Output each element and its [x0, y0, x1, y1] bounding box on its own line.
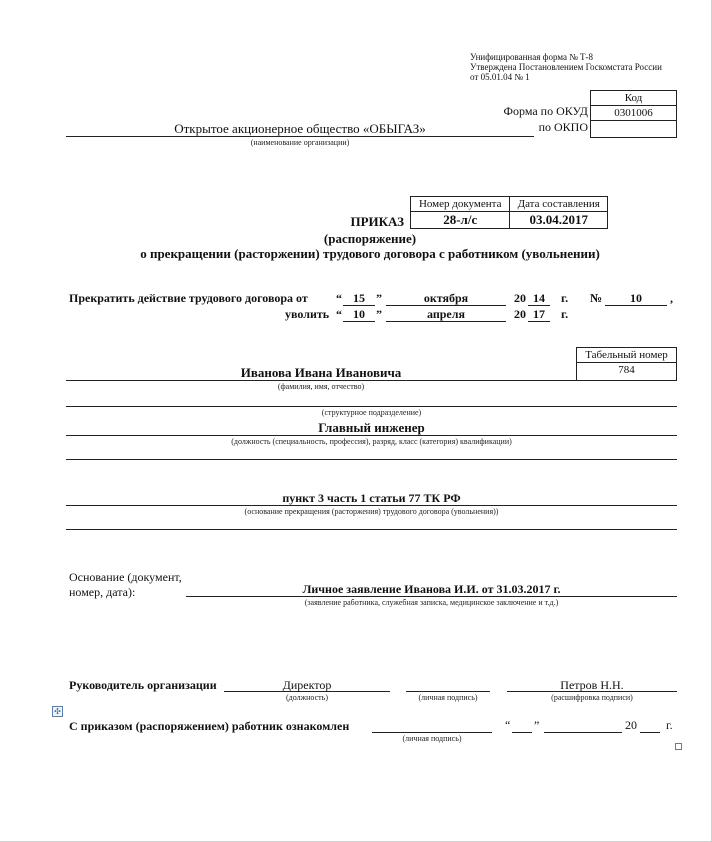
codes-header: Код — [591, 91, 677, 106]
order-title: ПРИКАЗ — [350, 214, 404, 229]
doc-number: 28-л/с — [411, 212, 510, 229]
form-header — [470, 52, 690, 82]
head-position-value: Директор — [282, 678, 332, 692]
tab-number-table — [576, 347, 677, 381]
okpo-label: по ОКПО — [538, 120, 588, 134]
head-name-caption: (расшифровка подписи) — [551, 693, 633, 702]
head-label: Руководитель организации — [69, 678, 217, 692]
termination-number: 10 — [630, 291, 642, 305]
ack-year-prefix: 20 — [625, 718, 637, 732]
table-resize-handle[interactable] — [675, 743, 682, 750]
tab-number-header: Табельный номер — [577, 348, 677, 363]
position-caption: (должность (специальность, профессия), разряд, класс (категория) квалификации) — [231, 437, 512, 446]
instruction-title: (распоряжение) — [323, 231, 417, 246]
dismissal-day-line — [343, 321, 375, 322]
ack-sign-line — [372, 732, 492, 733]
dismissal-year-suffix: г. — [561, 307, 569, 321]
basis-caption: (заявление работника, служебная записка, медицинское заключение и т.д.) — [304, 598, 559, 607]
form-header-line-1: Унифицированная форма № Т-8 — [470, 52, 594, 62]
grounds-extra-line — [66, 529, 677, 530]
termination-month-line — [386, 305, 506, 306]
tab-number-value: 784 — [577, 363, 677, 381]
doc-date-header: Дата составления — [510, 197, 608, 212]
employee-name-caption: (фамилия, имя, отчество) — [277, 382, 365, 391]
head-sign-caption: (личная подпись) — [418, 693, 478, 702]
termination-day-line — [343, 305, 375, 306]
ack-quote-open: “ — [505, 718, 511, 732]
dismissal-year-line — [528, 321, 550, 322]
termination-label: Прекратить действие трудового договора от — [69, 291, 308, 305]
dismissal-year: 17 — [533, 307, 545, 321]
termination-number-sign: № — [590, 291, 603, 305]
termination-year: 14 — [533, 291, 545, 305]
form-header-line-2: Утверждена Постановлением Госкомстата России — [470, 62, 662, 72]
doc-table — [410, 196, 608, 229]
head-name-value: Петров Н.Н. — [560, 678, 624, 692]
basis-label-1: Основание (документ, — [69, 570, 182, 584]
department-caption: (структурное подразделение) — [321, 408, 422, 417]
organization-caption: (наименование организации) — [250, 138, 350, 147]
basis-line — [186, 596, 677, 597]
head-position-caption: (должность) — [286, 693, 328, 702]
ack-year-suffix: г. — [666, 718, 673, 732]
termination-number-line — [605, 305, 667, 306]
head-sign-line — [406, 691, 490, 692]
head-position-line — [224, 691, 390, 692]
ack-sign-caption: (личная подпись) — [402, 734, 462, 743]
position-extra-line — [66, 459, 677, 460]
dismissal-month: апреля — [427, 307, 465, 321]
dismissal-day: 10 — [353, 307, 365, 321]
position-line — [66, 435, 677, 436]
termination-day-open: “ — [336, 291, 342, 305]
okud-label: Форма по ОКУД — [503, 104, 588, 118]
form-header-line-3: от 05.01.04 № 1 — [470, 72, 530, 82]
basis-value: Личное заявление Иванова И.И. от 31.03.2017 г. — [302, 582, 561, 596]
dismissal-day-open: “ — [336, 307, 342, 321]
grounds-article-line — [66, 505, 677, 506]
employee-name: Иванова Ивана Ивановича — [240, 365, 402, 380]
ack-year-line — [640, 732, 660, 733]
termination-comma: , — [670, 291, 673, 305]
dismissal-day-close: ” — [376, 307, 382, 321]
termination-day-close: ” — [376, 291, 382, 305]
okpo-code — [591, 121, 677, 138]
grounds-article-caption: (основание прекращения (расторжения) трудового договора (увольнения)) — [244, 507, 499, 516]
dismissal-year-prefix: 20 — [514, 307, 526, 321]
ack-day-line — [512, 732, 532, 733]
okud-code: 0301006 — [591, 106, 677, 121]
termination-year-suffix: г. — [561, 291, 569, 305]
department-line — [66, 406, 677, 407]
head-name-line — [507, 691, 677, 692]
termination-year-line — [528, 305, 550, 306]
termination-day: 15 — [353, 291, 365, 305]
employee-name-line — [66, 380, 576, 381]
doc-number-header: Номер документа — [411, 197, 510, 212]
dismissal-label: уволить — [285, 307, 330, 321]
ack-month-line — [544, 732, 622, 733]
grounds-article: пункт 3 часть 1 статьи 77 ТК РФ — [282, 491, 461, 505]
table-move-anchor-icon[interactable]: ✣ — [52, 706, 63, 717]
order-subject: о прекращении (расторжении) трудового договора с работником (увольнении) — [140, 246, 600, 261]
basis-label-2: номер, дата): — [69, 585, 136, 599]
organization-name: Открытое акционерное общество «ОБЫГАЗ» — [174, 121, 426, 136]
acknowledgement-label: С приказом (распоряжением) работник ознакомлен — [69, 719, 350, 733]
ack-quote-close: ” — [534, 718, 540, 732]
dismissal-month-line — [386, 321, 506, 322]
doc-date: 03.04.2017 — [510, 212, 608, 229]
organization-line — [66, 136, 534, 137]
termination-month: октября — [423, 291, 469, 305]
codes-table — [590, 90, 677, 138]
position-value: Главный инженер — [318, 420, 425, 435]
termination-year-prefix: 20 — [514, 291, 526, 305]
